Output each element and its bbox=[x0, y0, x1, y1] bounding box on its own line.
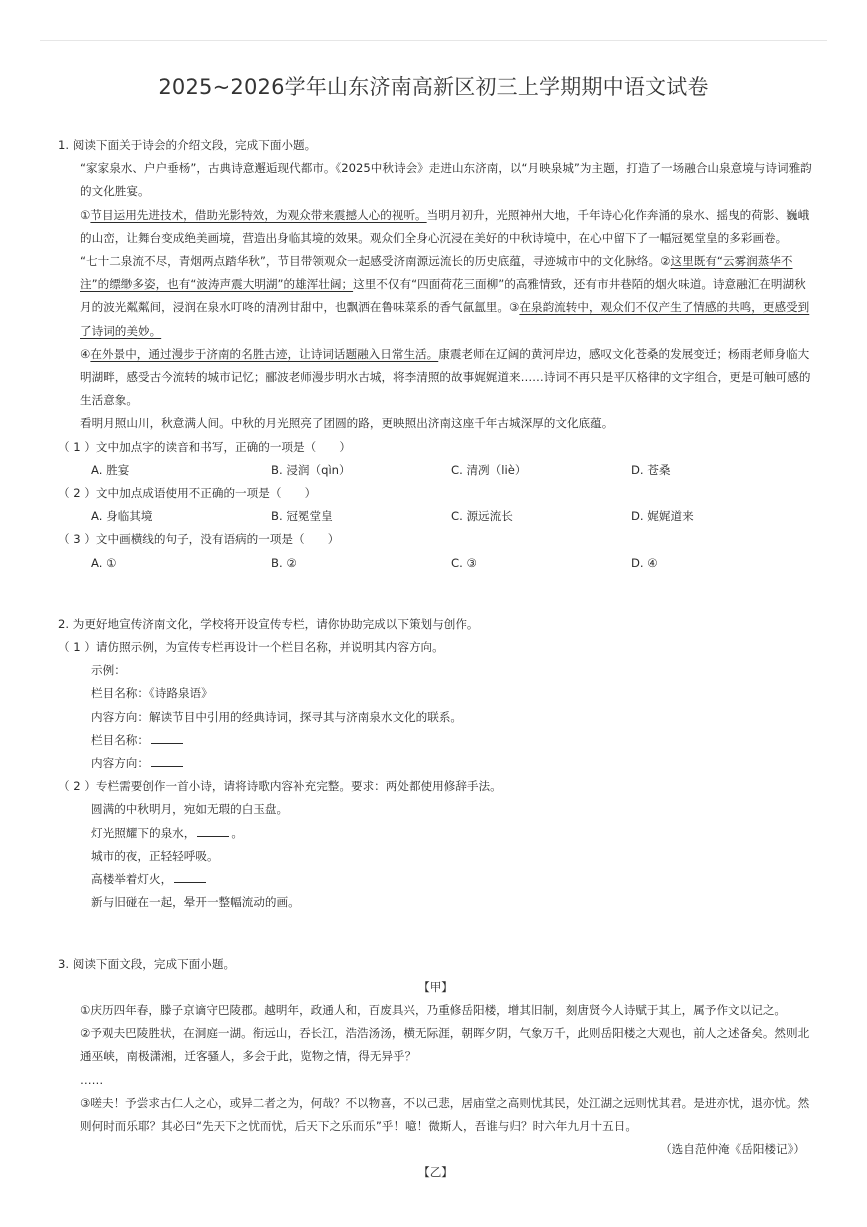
column-name-answer bbox=[58, 729, 813, 752]
sentence-number: ④ bbox=[80, 346, 91, 361]
q1-paragraph-3 bbox=[58, 343, 813, 413]
q1-closing: 看明月照山川，秋意满人间。中秋的月光照亮了团圆的路，更映照出济南这座千年古城深厚的文化底蕴。 bbox=[80, 416, 614, 431]
sentence-number: ② bbox=[660, 254, 671, 269]
poem-line-5: 新与旧碰在一起，晕开一整幅流动的画。 bbox=[91, 895, 300, 910]
poem-blank-2[interactable] bbox=[174, 872, 206, 883]
sentence-number: ③ bbox=[508, 300, 520, 315]
paragraph-text: 康震老师在辽阔的黄河岸边，感叹文化苍桑的发展变迁；杨雨老师身临大明湖畔，感受古今流转的城市记忆；郦波老师漫步明水古城，将李清照的故事娓娓道来……诗词不再只是平仄格律的文字组合，更是可触可感的生活意象。 bbox=[80, 346, 811, 408]
option-c: C. 源远流长 bbox=[451, 509, 513, 524]
example-label: 示例： bbox=[91, 663, 126, 678]
underlined-sentence-4: 在外景中，通过漫步于济南的名胜古迹，让诗词话题融入日常生活。 bbox=[90, 346, 439, 361]
paragraph-text: 这里不仅有“四面荷花三面柳”的高雅情致，还有市井巷陌的烟火味道。诗意融汇在明湖秋月的波光粼粼间，浸润在泉水叮咚的清冽甘甜中，也飘洒在鲁味菜系的香气氤氲里。 bbox=[80, 277, 806, 315]
q1-paragraph-2 bbox=[58, 250, 813, 343]
poem-line-3: 城市的夜，正轻轻呼吸。 bbox=[91, 848, 219, 863]
option-d: D. 苍桑 bbox=[631, 462, 671, 477]
option-a: A. ① bbox=[91, 555, 117, 570]
content-example: 内容方向：解读节目中引用的经典诗词，探寻其与济南泉水文化的联系。 bbox=[91, 709, 463, 724]
paragraph-text: 当明月初升，光照神州大地，千年诗心化作奔涌的泉水、摇曳的荷影、巍峨的山峦，让舞台变成绝美画境，营造出身临其境的效果。观众们全身心沉浸在美好的中秋诗境中，在心中留下了一幅冠冕堂皇的多彩画卷。 bbox=[80, 207, 810, 245]
exam-body bbox=[58, 134, 813, 1185]
column-name-label: 栏目名称： bbox=[91, 732, 149, 747]
q2-stem: 2. 为更好地宣传济南文化，学校将开设宣传专栏，请你协助完成以下策划与创作。 bbox=[58, 616, 479, 631]
poem-line-4 bbox=[58, 868, 813, 891]
underlined-sentence-1: 节目运用先进技术，借助光影特效，为观众带来震撼人心的视听。 bbox=[90, 207, 427, 222]
option-d: D. ④ bbox=[631, 555, 658, 570]
underlined-sentence-3: 在泉韵流转中，观众们不仅产生了情感的共鸣，更感受到了诗词的美妙。 bbox=[80, 300, 810, 338]
q1-sub1-stem: （ 1 ）文中加点字的读音和书写，正确的一项是（ ） bbox=[58, 439, 351, 454]
passage-jia-p2: ②予观夫巴陵胜状，在洞庭一湖。衔远山，吞长江，浩浩汤汤，横无际涯，朝晖夕阴，气象万千，此则岳阳楼之大观也，前人之述备矣。然则北通巫峡，南极潇湘，迁客骚人，多会于此，览物之情，得无异乎？ bbox=[80, 1026, 810, 1064]
column-name-blank[interactable] bbox=[151, 733, 183, 744]
passage-jia-label: 【甲】 bbox=[418, 979, 453, 994]
option-b: B. 浸润（qìn） bbox=[271, 462, 351, 477]
q2-sub2-stem: （ 2 ）专栏需要创作一首小诗，请将诗歌内容补充完整。要求：两处都使用修辞手法。 bbox=[58, 779, 502, 794]
page-title: 2025~2026学年山东济南高新区初三上学期期中语文试卷 bbox=[158, 75, 709, 99]
header-divider bbox=[40, 40, 827, 41]
q3-stem: 3. 阅读下面文段，完成下面小题。 bbox=[58, 956, 236, 971]
q1-intro: “家家泉水、户户垂杨”，古典诗意邂逅现代都市。《2025中秋诗会》走进山东济南，以“月映泉城”为主题，打造了一场融合山泉意境与诗词雅韵的文化胜宴。 bbox=[80, 161, 812, 199]
q1-stem: 1. 阅读下面关于诗会的介绍文段，完成下面小题。 bbox=[58, 138, 317, 152]
poem-line-1: 圆满的中秋明月，宛如无瑕的白玉盘。 bbox=[91, 802, 289, 817]
poem-blank-1[interactable] bbox=[197, 826, 229, 837]
option-b: B. 冠冕堂皇 bbox=[271, 509, 333, 524]
option-a: A. 胜宴 bbox=[91, 462, 130, 477]
sentence-number: ① bbox=[80, 207, 91, 222]
content-blank[interactable] bbox=[151, 756, 183, 767]
q2-sub1-stem: （ 1 ）请仿照示例，为宣传专栏再设计一个栏目名称，并说明其内容方向。 bbox=[58, 640, 444, 655]
passage-source: （选自范仲淹《岳阳楼记》） bbox=[660, 1142, 805, 1157]
poem-text: 高楼举着灯火， bbox=[91, 872, 173, 887]
option-c: C. ③ bbox=[451, 555, 477, 570]
poem-text-end: 。 bbox=[231, 825, 243, 840]
option-c: C. 清冽（liè） bbox=[451, 462, 527, 477]
content-label: 内容方向： bbox=[91, 756, 149, 771]
paragraph-text: “七十二泉流不尽，青烟两点踏华秋”，节目带领观众一起感受济南源远流长的历史底蕴，寻迹城市中的文化脉络。 bbox=[80, 254, 661, 269]
q1-sub1-options bbox=[58, 459, 813, 482]
option-a: A. 身临其境 bbox=[91, 509, 153, 524]
q1-sub3-options bbox=[58, 552, 813, 575]
passage-yi-label: 【乙】 bbox=[418, 1165, 453, 1180]
poem-line-2 bbox=[58, 822, 813, 845]
passage-jia-p3: ③嗟夫！予尝求古仁人之心，或异二者之为，何哉？不以物喜，不以己悲，居庙堂之高则忧其民，处江湖之远则忧其君。是进亦忧，退亦忧。然则何时而乐耶？其必曰“先天下之忧而忧，后天下之乐而乐”乎！噫！微斯人，吾谁与归？时六年九月十五日。 bbox=[80, 1095, 810, 1133]
option-b: B. ② bbox=[271, 555, 297, 570]
passage-jia-p1: ①庆历四年春，滕子京谪守巴陵郡。越明年，政通人和，百废具兴，乃重修岳阳楼，增其旧制，刻唐贤今人诗赋于其上，属予作文以记之。 bbox=[80, 1002, 787, 1017]
q1-sub2-options bbox=[58, 505, 813, 528]
poem-text: 灯光照耀下的泉水， bbox=[91, 825, 196, 840]
q1-sub3-stem: （ 3 ）文中画横线的句子，没有语病的一项是（ ） bbox=[58, 532, 340, 547]
q1-paragraph-1 bbox=[58, 204, 813, 250]
q1-sub2-stem: （ 2 ）文中加点成语使用不正确的一项是（ ） bbox=[58, 486, 317, 501]
underlined-sentence-2: 这里既有“云雾润蒸华不注”的缥缈多姿，也有“波涛声震大明湖”的雄浑壮阔； bbox=[80, 254, 793, 292]
option-d: D. 娓娓道来 bbox=[631, 509, 694, 524]
column-name-example: 栏目名称：《诗路泉语》 bbox=[91, 686, 213, 701]
content-answer bbox=[58, 752, 813, 775]
passage-ellipsis: …… bbox=[80, 1072, 104, 1087]
